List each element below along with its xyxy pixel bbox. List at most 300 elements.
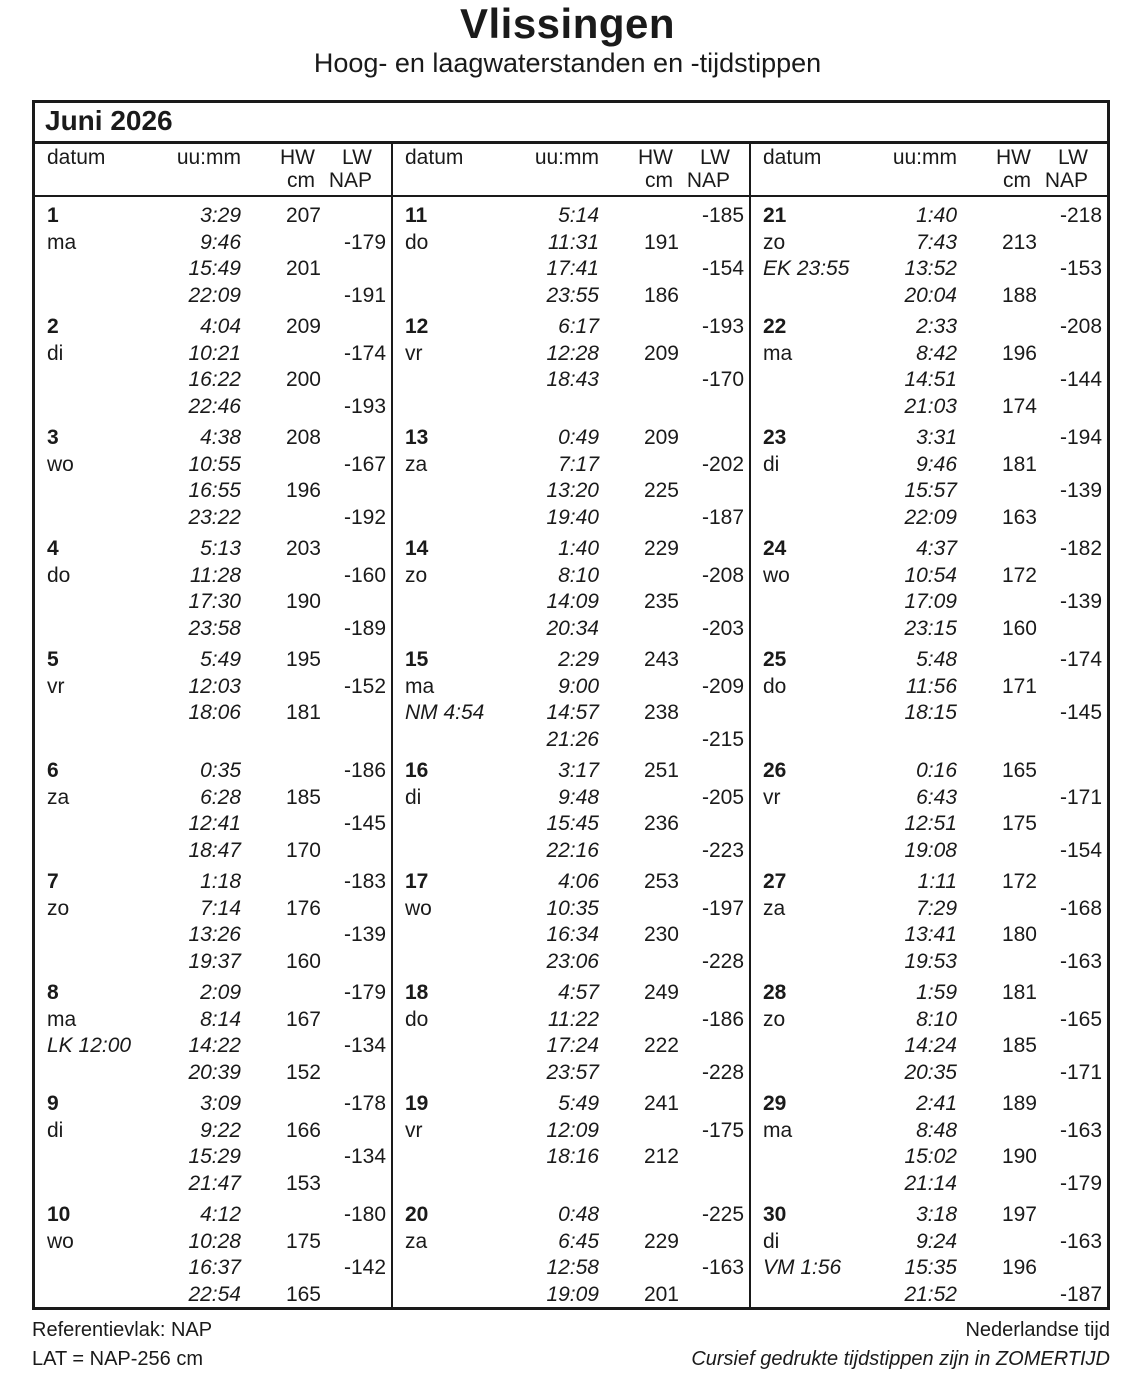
lw-value xyxy=(321,367,386,394)
tide-row xyxy=(763,425,1100,452)
tide-row xyxy=(405,785,742,812)
hw-value xyxy=(599,616,679,643)
datum-spacer xyxy=(763,949,855,976)
hw-value xyxy=(599,505,679,532)
lw-value xyxy=(321,700,386,727)
tide-time: 20:39 xyxy=(188,1060,241,1084)
lw-value xyxy=(679,341,744,368)
lw-value: -145 xyxy=(343,812,386,835)
lw-value xyxy=(679,922,744,949)
day-number: 4 xyxy=(47,537,59,560)
lw-value: -153 xyxy=(1059,257,1102,280)
tide-time: 11:31 xyxy=(548,230,599,254)
header-hw-unit: cm xyxy=(287,169,315,192)
moon-note xyxy=(763,700,855,727)
datum-spacer xyxy=(763,394,855,421)
day-number: 12 xyxy=(405,315,429,338)
tide-row xyxy=(47,230,384,257)
hw-value: 229 xyxy=(643,1229,679,1253)
moon-note xyxy=(47,922,139,949)
datum-spacer xyxy=(405,505,497,532)
day-block xyxy=(405,1091,742,1202)
moon-note xyxy=(763,478,855,505)
tide-time: 10:28 xyxy=(188,1229,241,1253)
weekday-label: ma xyxy=(763,341,793,365)
moon-note xyxy=(763,922,855,949)
tide-time: 17:41 xyxy=(546,257,599,280)
tide-row xyxy=(763,616,1100,643)
lw-value: -193 xyxy=(343,394,386,418)
tide-time: 9:24 xyxy=(916,1229,957,1253)
tide-row xyxy=(47,838,384,865)
tide-time xyxy=(139,727,241,754)
moon-note xyxy=(405,589,497,616)
hw-value: 196 xyxy=(1001,1256,1037,1279)
datum-spacer xyxy=(763,727,855,754)
tide-row xyxy=(405,674,742,701)
tide-row xyxy=(763,785,1100,812)
lw-value xyxy=(321,896,386,923)
lw-value xyxy=(1037,394,1102,421)
tide-time: 17:30 xyxy=(188,590,241,613)
hw-value: 251 xyxy=(643,759,679,782)
tide-row xyxy=(405,838,742,865)
tide-time: 15:02 xyxy=(904,1145,957,1168)
tide-time: 23:15 xyxy=(904,616,957,640)
hw-value: 191 xyxy=(643,230,679,254)
hw-value xyxy=(241,616,321,643)
tide-time: 23:06 xyxy=(546,949,599,973)
lw-value: -142 xyxy=(343,1256,386,1279)
header-time: uu:mm xyxy=(534,146,599,169)
weekday-label: di xyxy=(405,785,422,809)
lw-value xyxy=(321,536,386,563)
day-block xyxy=(405,869,742,980)
hw-value: 222 xyxy=(643,1034,679,1057)
weekday-label: za xyxy=(405,1229,428,1253)
tide-time: 4:04 xyxy=(200,315,241,338)
tide-row xyxy=(47,785,384,812)
tide-row xyxy=(405,616,742,643)
hw-value: 190 xyxy=(285,590,321,613)
lw-value xyxy=(679,869,744,896)
tide-time: 4:12 xyxy=(200,1203,241,1226)
lw-value: -194 xyxy=(1059,426,1102,449)
lw-value: -145 xyxy=(1059,701,1102,724)
hw-value: 241 xyxy=(643,1092,679,1115)
day-block xyxy=(405,425,742,536)
tide-time: 2:41 xyxy=(916,1092,957,1115)
tide-time: 22:54 xyxy=(188,1282,241,1306)
lw-value: -168 xyxy=(1059,896,1102,920)
day-block xyxy=(763,647,1100,758)
tide-row xyxy=(405,869,742,896)
weekday-label: di xyxy=(47,341,64,365)
lw-value xyxy=(321,1118,386,1145)
day-number: 19 xyxy=(405,1092,429,1115)
tide-time: 3:29 xyxy=(200,204,241,227)
tide-time: 15:49 xyxy=(188,257,241,280)
hw-value xyxy=(599,1255,679,1282)
day-area xyxy=(393,197,749,1313)
tide-row xyxy=(47,256,384,283)
tide-row xyxy=(47,647,384,674)
lw-value: -139 xyxy=(343,923,386,946)
hw-value xyxy=(957,1171,1037,1198)
tide-time: 15:29 xyxy=(188,1145,241,1168)
tide-time: 0:16 xyxy=(916,759,957,782)
hw-value xyxy=(599,1171,679,1198)
lw-value: -191 xyxy=(343,283,386,307)
page-subtitle: Hoog- en laagwaterstanden en -tijdstippen xyxy=(313,48,822,78)
tide-time: 16:22 xyxy=(188,368,241,391)
lw-value: -170 xyxy=(701,368,744,391)
tide-time: 0:48 xyxy=(558,1203,599,1226)
moon-note: EK 23:55 xyxy=(763,257,850,280)
lw-value: -215 xyxy=(701,727,744,751)
tide-row xyxy=(405,1171,742,1198)
moon-note xyxy=(47,478,139,505)
lw-value: -174 xyxy=(1059,648,1102,671)
tide-time: 1:18 xyxy=(200,870,241,893)
month-title: Juni 2026 xyxy=(35,103,1107,144)
lw-value xyxy=(1037,1202,1102,1229)
day-block xyxy=(763,869,1100,980)
column-header xyxy=(35,144,391,197)
weekday-label: vr xyxy=(763,785,781,809)
lw-value xyxy=(321,949,386,976)
tide-row xyxy=(763,283,1100,310)
lw-value: -178 xyxy=(343,1092,386,1115)
moon-note xyxy=(405,922,497,949)
hw-value: 171 xyxy=(1001,674,1037,698)
lw-value: -179 xyxy=(343,230,386,254)
lw-value: -134 xyxy=(343,1145,386,1168)
tide-row xyxy=(763,1091,1100,1118)
tide-time: 3:18 xyxy=(916,1203,957,1226)
tide-row xyxy=(763,922,1100,949)
moon-note xyxy=(405,1144,497,1171)
hw-value: 165 xyxy=(285,1282,321,1306)
tide-row xyxy=(405,727,742,754)
tide-row xyxy=(47,616,384,643)
hw-value xyxy=(241,727,321,754)
day-block xyxy=(763,425,1100,536)
tide-row xyxy=(763,647,1100,674)
lw-value xyxy=(321,256,386,283)
weekday-label: wo xyxy=(47,452,74,476)
tide-time xyxy=(855,727,957,754)
day-block xyxy=(47,536,384,647)
lw-value: -179 xyxy=(343,981,386,1004)
tide-time: 6:43 xyxy=(916,785,957,809)
hw-value: 196 xyxy=(285,479,321,502)
lw-value xyxy=(1037,1255,1102,1282)
hw-value: 185 xyxy=(285,785,321,809)
datum-spacer xyxy=(47,283,139,310)
header-datum: datum xyxy=(405,146,464,169)
lw-value xyxy=(321,1007,386,1034)
lw-value xyxy=(1037,1144,1102,1171)
hw-value: 203 xyxy=(285,537,321,560)
day-number: 1 xyxy=(47,204,59,227)
lw-value: -197 xyxy=(701,896,744,920)
day-block xyxy=(405,536,742,647)
tide-time: 5:14 xyxy=(558,204,599,227)
tide-time: 22:16 xyxy=(546,838,599,862)
tide-time: 4:06 xyxy=(558,870,599,893)
day-number: 6 xyxy=(47,759,59,782)
weekday-label: vr xyxy=(47,674,65,698)
tide-time: 10:55 xyxy=(188,452,241,476)
tide-time: 1:40 xyxy=(558,537,599,560)
tide-row xyxy=(47,700,384,727)
tide-time: 18:15 xyxy=(904,701,957,724)
tide-row xyxy=(763,896,1100,923)
lw-value xyxy=(679,811,744,838)
tide-time: 19:53 xyxy=(904,949,957,973)
lw-value: -139 xyxy=(1059,590,1102,613)
tide-row xyxy=(405,425,742,452)
header-lw: LW xyxy=(700,146,730,169)
tide-row xyxy=(763,1144,1100,1171)
tide-row xyxy=(405,758,742,785)
tide-time: 12:28 xyxy=(546,341,599,365)
tide-time: 16:34 xyxy=(546,923,599,946)
tide-row xyxy=(47,563,384,590)
datum-spacer xyxy=(47,949,139,976)
hw-value: 209 xyxy=(643,341,679,365)
tide-time: 19:37 xyxy=(188,949,241,973)
weekday-label: do xyxy=(405,230,429,254)
weekday-label: do xyxy=(47,563,71,587)
moon-note xyxy=(47,367,139,394)
day-block xyxy=(405,647,742,758)
weekday-label: di xyxy=(763,1229,780,1253)
day-number: 22 xyxy=(763,315,787,338)
tide-time: 15:45 xyxy=(546,812,599,835)
datum-spacer xyxy=(763,838,855,865)
header-hw: HW xyxy=(638,146,673,169)
hw-value: 160 xyxy=(1001,616,1037,640)
tide-time: 18:06 xyxy=(188,701,241,724)
tide-time: 13:26 xyxy=(188,923,241,946)
hw-value xyxy=(957,425,1037,452)
tide-row xyxy=(47,1060,384,1087)
lw-value xyxy=(1037,1033,1102,1060)
tide-time: 17:09 xyxy=(904,590,957,613)
timezone-label: Nederlandse tijd xyxy=(965,1319,1110,1341)
lw-value xyxy=(679,1033,744,1060)
tide-row xyxy=(763,367,1100,394)
tide-row xyxy=(47,589,384,616)
datum-spacer xyxy=(763,1282,855,1309)
tide-row xyxy=(47,758,384,785)
tide-row xyxy=(763,230,1100,257)
tide-time: 11:22 xyxy=(548,1007,599,1031)
hw-value: 209 xyxy=(643,426,679,449)
hw-value xyxy=(599,1202,679,1229)
datum-spacer xyxy=(405,838,497,865)
hw-value xyxy=(241,230,321,257)
lw-value xyxy=(679,700,744,727)
day-block xyxy=(763,980,1100,1091)
tide-time: 17:24 xyxy=(546,1034,599,1057)
tide-time: 7:14 xyxy=(200,896,241,920)
tide-time: 7:17 xyxy=(558,452,599,476)
tide-row xyxy=(47,1229,384,1256)
moon-note xyxy=(405,256,497,283)
hw-value: 160 xyxy=(285,949,321,973)
datum-spacer xyxy=(763,505,855,532)
tide-row xyxy=(763,203,1100,230)
day-area xyxy=(35,197,391,1313)
datum-spacer xyxy=(405,616,497,643)
lw-value xyxy=(1037,341,1102,368)
lw-value xyxy=(1037,758,1102,785)
tide-row xyxy=(763,949,1100,976)
tide-row xyxy=(405,1202,742,1229)
tide-row xyxy=(763,536,1100,563)
tide-row xyxy=(763,980,1100,1007)
moon-note xyxy=(405,367,497,394)
tide-time: 18:43 xyxy=(546,368,599,391)
tide-row xyxy=(47,394,384,421)
hw-value: 213 xyxy=(1001,230,1037,254)
hw-value: 185 xyxy=(1001,1034,1037,1057)
tide-time: 13:20 xyxy=(546,479,599,502)
tide-time: 9:00 xyxy=(558,674,599,698)
lw-value xyxy=(679,283,744,310)
dst-note: Cursief gedrukte tijdstippen zijn in ZOMERTIJD xyxy=(691,1348,1110,1370)
hw-value: 207 xyxy=(285,204,321,227)
column-header xyxy=(751,144,1107,197)
lw-value: -152 xyxy=(343,674,386,698)
hw-value: 197 xyxy=(1001,1203,1037,1226)
day-number: 14 xyxy=(405,537,429,560)
tide-row xyxy=(763,1282,1100,1309)
lw-value: -171 xyxy=(1059,785,1102,809)
day-block xyxy=(763,314,1100,425)
header-lw-unit: NAP xyxy=(1044,169,1088,192)
tide-time: 21:03 xyxy=(904,394,957,418)
day-number: 25 xyxy=(763,648,787,671)
weekday-label: za xyxy=(405,452,428,476)
tide-row xyxy=(763,1007,1100,1034)
hw-value xyxy=(241,811,321,838)
lw-value: -218 xyxy=(1059,204,1102,227)
tide-time: 3:17 xyxy=(558,759,599,782)
lw-value: -165 xyxy=(1059,1007,1102,1031)
tide-row xyxy=(405,452,742,479)
tide-time: 9:48 xyxy=(558,785,599,809)
lw-value: -208 xyxy=(701,563,744,587)
day-number: 28 xyxy=(763,981,787,1004)
tide-time: 19:40 xyxy=(546,505,599,529)
lw-value: -193 xyxy=(701,315,744,338)
tide-row xyxy=(763,674,1100,701)
hw-value: 189 xyxy=(1001,1092,1037,1115)
tide-row xyxy=(405,283,742,310)
tide-row xyxy=(47,949,384,976)
datum-spacer xyxy=(47,838,139,865)
day-number: 16 xyxy=(405,759,429,782)
moon-note xyxy=(47,1255,139,1282)
header-lw: LW xyxy=(342,146,372,169)
hw-value xyxy=(957,647,1037,674)
tide-row xyxy=(763,1255,1100,1282)
day-number: 18 xyxy=(405,981,429,1004)
tide-row xyxy=(405,700,742,727)
moon-note: LK 12:00 xyxy=(47,1034,132,1057)
datum-spacer xyxy=(763,1171,855,1198)
tide-time: 22:09 xyxy=(188,283,241,307)
lw-value xyxy=(321,314,386,341)
lw-value: -189 xyxy=(343,616,386,640)
hw-value xyxy=(957,203,1037,230)
lw-value xyxy=(1037,674,1102,701)
tide-row xyxy=(405,811,742,838)
lw-value: -163 xyxy=(701,1256,744,1279)
tide-row xyxy=(405,1060,742,1087)
hw-value xyxy=(599,367,679,394)
lw-value: -205 xyxy=(701,785,744,809)
moon-note xyxy=(763,1144,855,1171)
datum-spacer xyxy=(763,283,855,310)
hw-value xyxy=(241,758,321,785)
tide-row xyxy=(47,811,384,838)
table-footer xyxy=(32,1316,1110,1374)
lw-value: -179 xyxy=(1059,1171,1102,1195)
datum-spacer xyxy=(405,949,497,976)
hw-value: 186 xyxy=(643,283,679,307)
tide-time: 8:42 xyxy=(916,341,957,365)
hw-value: 153 xyxy=(285,1171,321,1195)
lw-value: -208 xyxy=(1059,315,1102,338)
tide-time: 4:38 xyxy=(200,426,241,449)
weekday-label: do xyxy=(405,1007,429,1031)
weekday-label: ma xyxy=(47,230,77,254)
tide-row xyxy=(47,1091,384,1118)
hw-value: 181 xyxy=(1001,452,1037,476)
hw-value: 175 xyxy=(1001,812,1037,835)
hw-value xyxy=(599,674,679,701)
header-lw: LW xyxy=(1058,146,1088,169)
day-block xyxy=(47,647,384,758)
weekday-label: za xyxy=(763,896,786,920)
day-number: 2 xyxy=(47,315,59,338)
lw-value xyxy=(679,478,744,505)
lw-value: -187 xyxy=(1059,1282,1102,1306)
hw-value xyxy=(599,394,679,421)
lw-value xyxy=(679,980,744,1007)
lw-value: -154 xyxy=(1059,838,1102,862)
tide-table xyxy=(32,100,1110,1310)
tide-time: 6:17 xyxy=(558,315,599,338)
hw-value: 200 xyxy=(285,368,321,391)
hw-value: 236 xyxy=(643,812,679,835)
tide-row xyxy=(405,1118,742,1145)
tide-time: 12:09 xyxy=(546,1118,599,1142)
tide-time: 23:55 xyxy=(546,283,599,307)
datum-spacer xyxy=(405,394,497,421)
datum-spacer xyxy=(47,1060,139,1087)
header-time: uu:mm xyxy=(176,146,241,169)
hw-value xyxy=(957,1118,1037,1145)
tide-row xyxy=(47,727,384,754)
weekday-label: zo xyxy=(763,230,786,254)
tide-time: 8:48 xyxy=(916,1118,957,1142)
